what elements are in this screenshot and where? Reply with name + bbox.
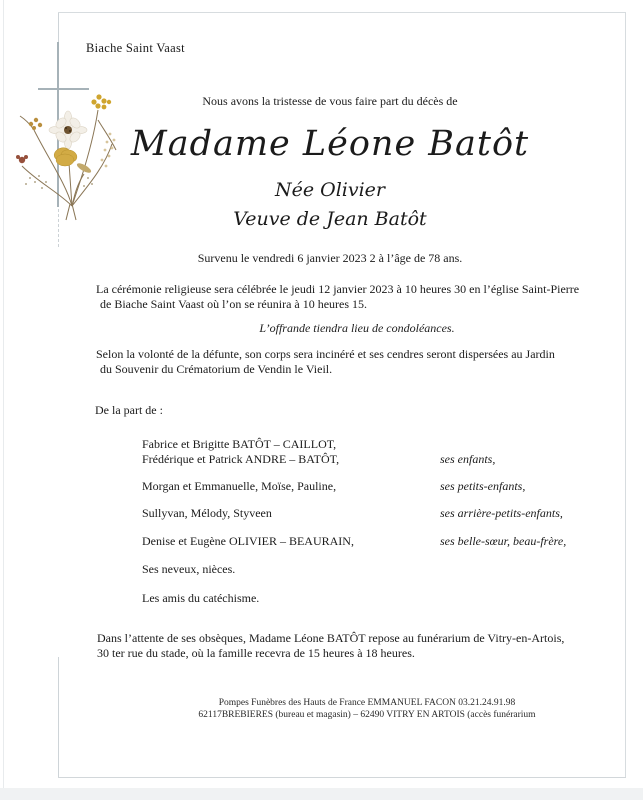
family-extra-line: Ses neveux, nièces. bbox=[142, 562, 236, 576]
wake-line: Dans l’attente de ses obsèques, Madame Léone BATÔT repose au funérarium de Vitry-en-Artois, bbox=[97, 631, 565, 645]
family-row bbox=[142, 437, 612, 466]
family-relation: ses belle-sœur, beau-frère, bbox=[440, 534, 567, 548]
town-heading: Biache Saint Vaast bbox=[86, 41, 185, 55]
fold-line bbox=[58, 657, 59, 777]
family-relation: ses petits-enfants, bbox=[440, 479, 526, 493]
family-names: Morgan et Emmanuelle, Moïse, Pauline, bbox=[142, 479, 337, 493]
family-names: Frédérique et Patrick ANDRE – BATÔT, bbox=[142, 451, 340, 466]
card-edge-top bbox=[58, 12, 626, 13]
from-label: De la part de : bbox=[95, 403, 163, 417]
maiden-name: Née Olivier bbox=[274, 179, 386, 201]
ceremony-line: de Biache Saint Vaast où l’on se réunira à 10 heures 15. bbox=[100, 297, 368, 311]
funeral-home-footer bbox=[62, 697, 643, 721]
family-row bbox=[142, 534, 612, 549]
wake-line: 30 ter rue du stade, où la famille recevra de 15 heures à 18 heures. bbox=[97, 646, 415, 660]
footer-line: 62117BREBIERES (bureau et magasin) – 62490 VITRY EN ARTOIS (accès funérarium bbox=[198, 710, 536, 720]
family-names: Denise et Eugène OLIVIER – BEAURAIN, bbox=[142, 534, 354, 548]
announcement-intro: Nous avons la tristesse de vous faire part du décès de bbox=[202, 94, 458, 108]
footer-line: Pompes Funèbres des Hauts de France EMMANUEL FACON 03.21.24.91.98 bbox=[218, 698, 516, 708]
ceremony-line: La cérémonie religieuse sera célébrée le jeudi 12 janvier 2023 à 10 heures 30 en l’église Saint-Pierre bbox=[96, 282, 580, 296]
family-extra-line: Les amis du catéchisme. bbox=[142, 591, 260, 605]
ceremony-paragraph bbox=[96, 282, 579, 312]
family-row bbox=[142, 506, 612, 521]
wake-paragraph bbox=[97, 631, 564, 661]
deceased-name: Madame Léone Batôt bbox=[130, 124, 530, 164]
family-relation: ses arrière-petits-enfants, bbox=[440, 506, 563, 520]
family-names: Sullyvan, Mélody, Styveen bbox=[142, 506, 272, 520]
family-relation: ses enfants, bbox=[440, 451, 496, 466]
death-date-line: Survenu le vendredi 6 janvier 2023 2 à l’âge de 78 ans. bbox=[197, 251, 463, 265]
cremation-line: du Souvenir du Crématorium de Vendin le Vieil. bbox=[100, 362, 333, 376]
family-names: Fabrice et Brigitte BATÔT – CAILLOT, bbox=[142, 437, 337, 451]
family-row bbox=[142, 479, 612, 494]
scan-edge-left bbox=[3, 0, 4, 800]
widow-line: Veuve de Jean Batôt bbox=[233, 208, 427, 230]
cremation-line: Selon la volonté de la défunte, son corps sera incinéré et ses cendres seront dispersées au Jardin bbox=[96, 347, 555, 361]
scanner-background-strip bbox=[0, 788, 643, 800]
card-edge-bottom bbox=[58, 777, 626, 778]
cremation-paragraph bbox=[96, 347, 555, 377]
offering-note: L’offrande tiendra lieu de condoléances. bbox=[259, 321, 455, 335]
